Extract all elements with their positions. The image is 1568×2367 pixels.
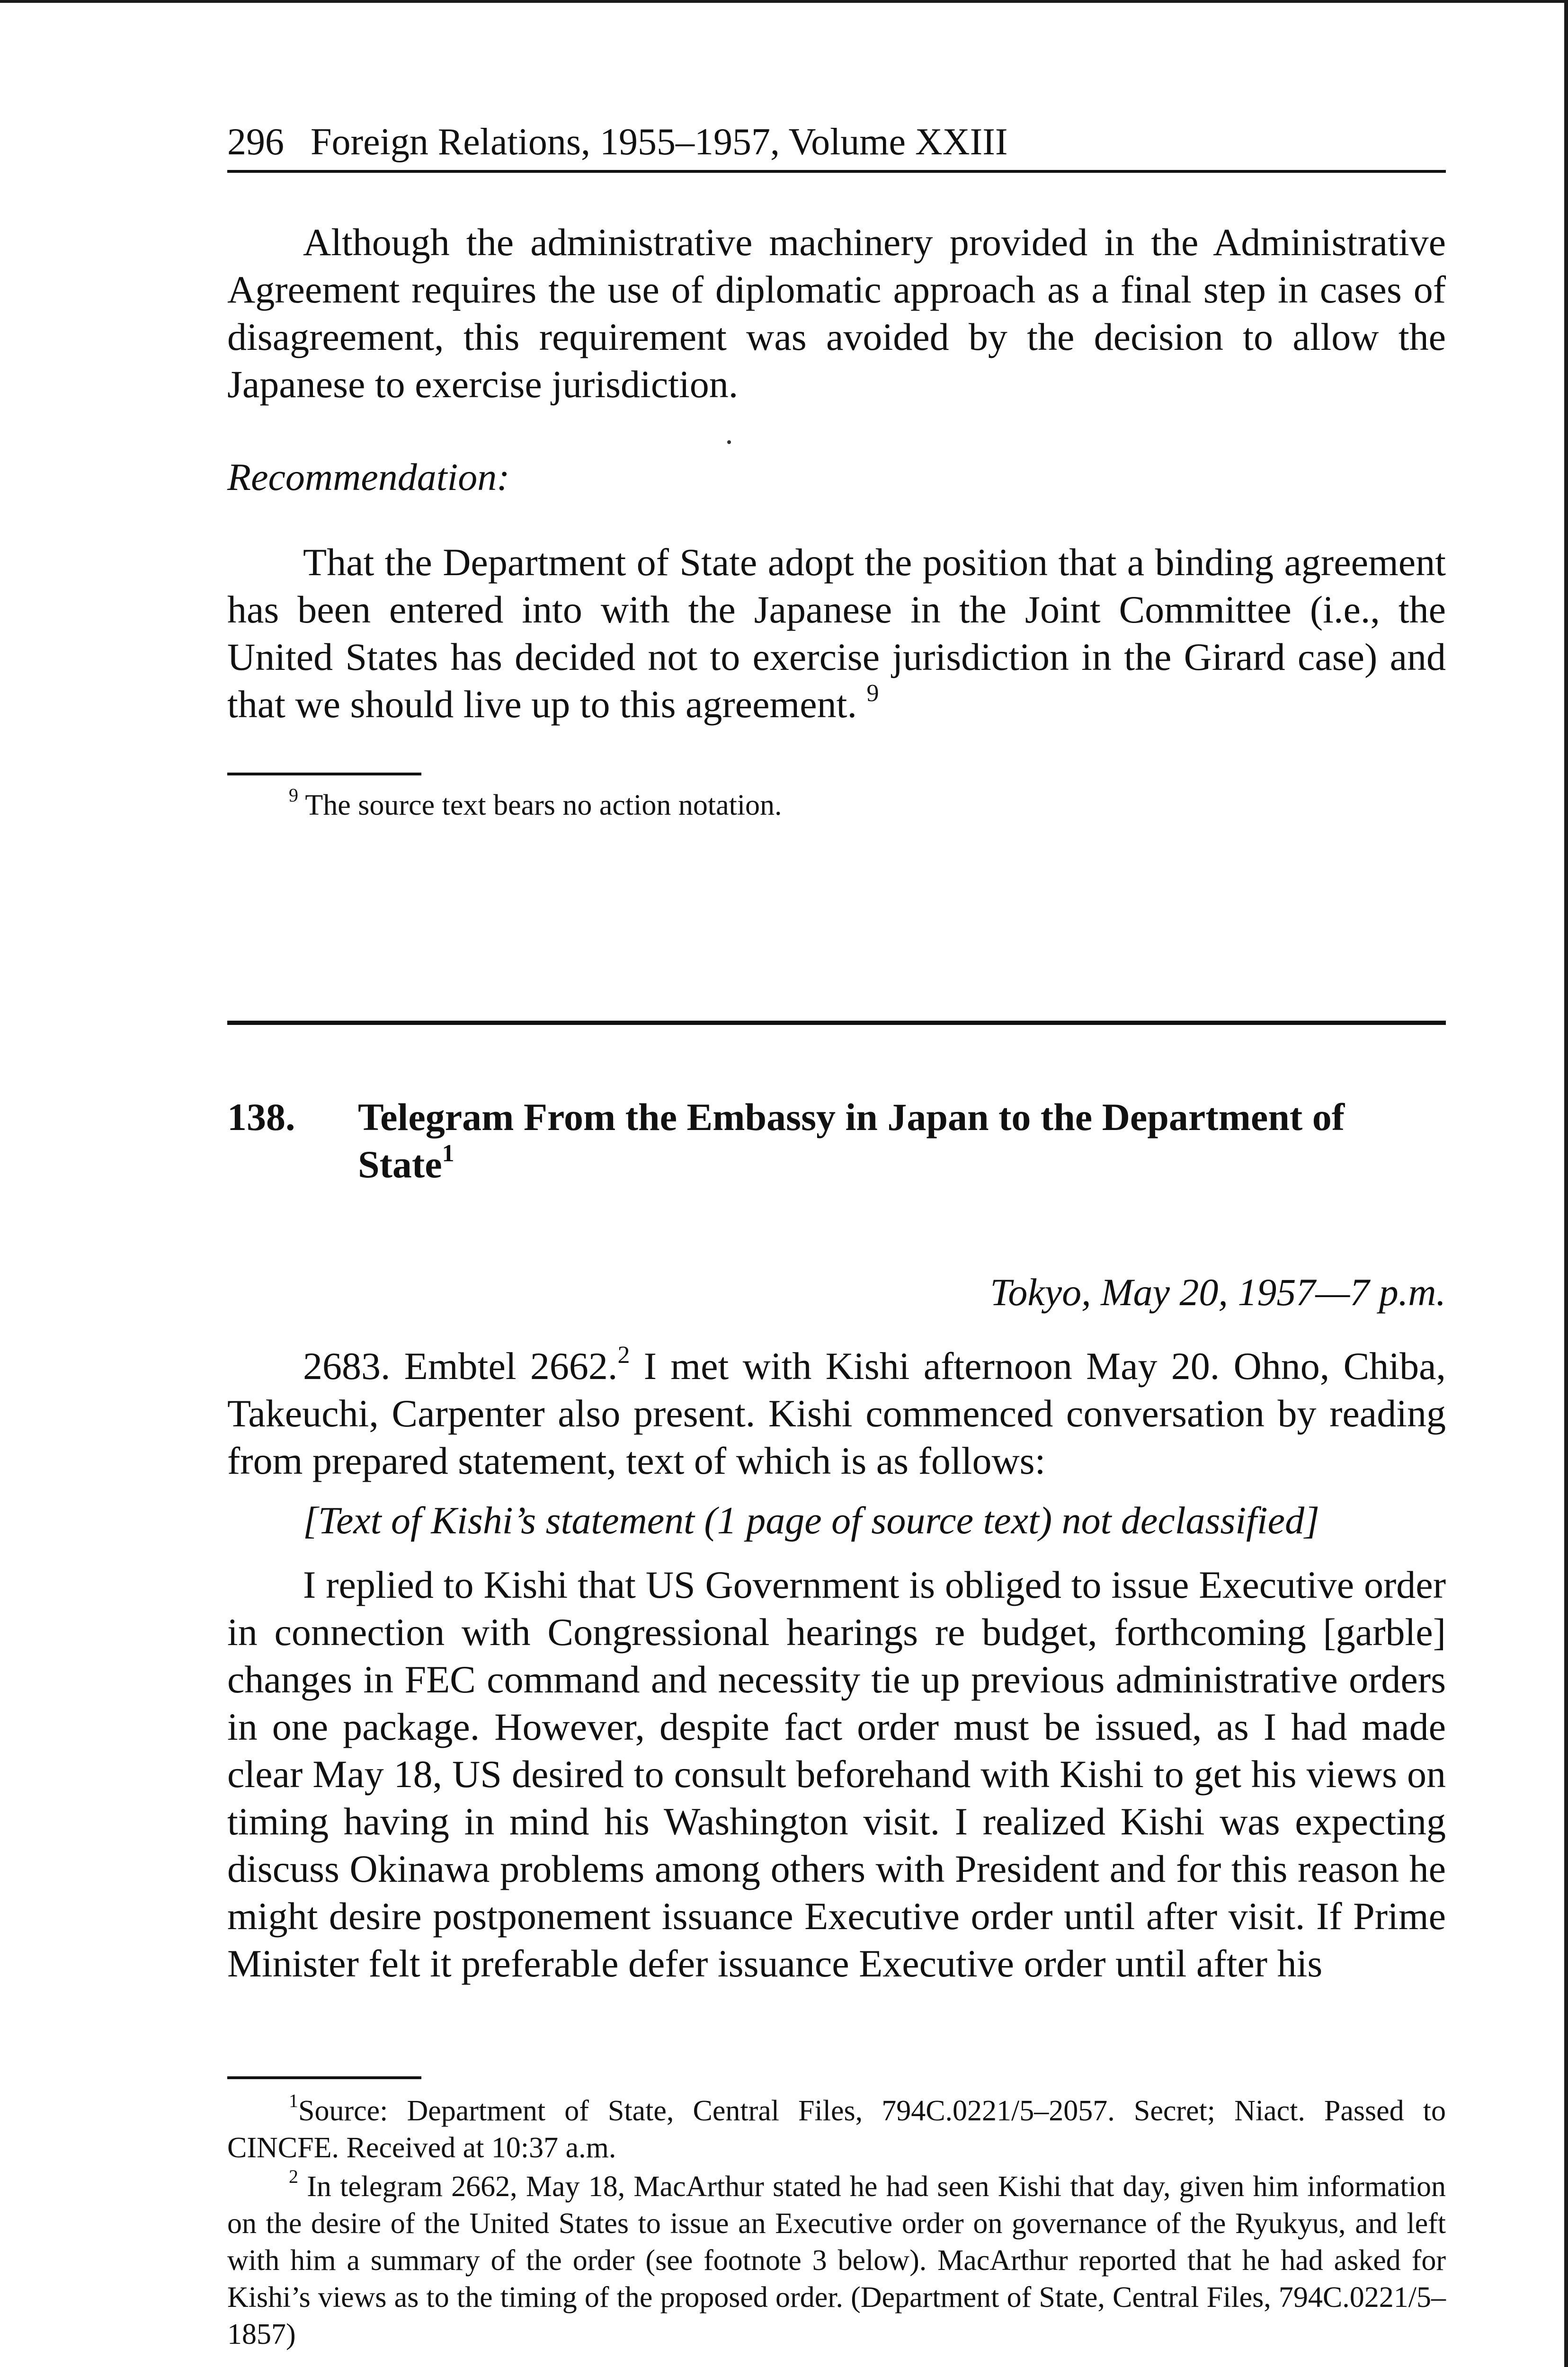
running-header bbox=[227, 118, 1446, 166]
footnote-ref-1: 1 bbox=[442, 1139, 454, 1167]
footnote-9-mark: 9 bbox=[289, 784, 298, 806]
scan-edge-right bbox=[1564, 0, 1568, 2367]
footnote-ref-9: 9 bbox=[866, 679, 879, 707]
page-number: 296 bbox=[227, 121, 284, 163]
header-rule bbox=[227, 170, 1446, 173]
telegram-ref: 2683. Embtel 2662. bbox=[303, 1344, 618, 1388]
footnote-9-text: The source text bears no action notation. bbox=[305, 789, 782, 821]
telegram-paragraph-1 bbox=[227, 1343, 1446, 1485]
document-separator bbox=[227, 1021, 1446, 1025]
scan-edge-top bbox=[0, 0, 1568, 3]
document-number: 138. bbox=[227, 1095, 295, 1139]
scan-speck bbox=[727, 440, 731, 444]
footnote-2-text: In telegram 2662, May 18, MacArthur stated he had seen Kishi that day, given him information on the desire of the United States to issue an Executive order on governance of the Ryukyus, and left with him a summary of the order (see footnote 3 below). MacArthur reported that he had asked for Kishi’s views as to the timing of the proposed order. (Department of State, Central Files, 794C.0221/5–1857) bbox=[227, 2171, 1446, 2350]
telegram-text-1: I met with Kishi afternoon May 20. Ohno, Chiba, Takeuchi, Carpenter also present. Kishi commenced conversation by reading from prepared statement, text of which is as follows: bbox=[227, 1344, 1446, 1482]
telegram-paragraph-3: I replied to Kishi that US Government is obliged to issue Executive order in connection with Congressional hearings re budget, forthcoming [garble] changes in FEC command and necessity tie up previous administrative orders in one package. However, despite fact order must be issued, as I had made clear May 18, US desired to consult beforehand with Kishi to get his views on timing having in mind his Washington visit. I realized Kishi was expecting discuss Okinawa problems among others with President and for this reason he might desire postponement issuance Executive order until after visit. If Prime Minister felt it preferable defer issuance Executive order until after his bbox=[227, 1563, 1446, 1985]
dateline: Tokyo, May 20, 1957—7 p.m. bbox=[990, 1271, 1446, 1314]
document-title bbox=[358, 1094, 1446, 1188]
document-title-text: Telegram From the Embassy in Japan to the Department of State bbox=[358, 1095, 1345, 1186]
footnote-rule-1 bbox=[227, 773, 421, 775]
footnote-1-text: Source: Department of State, Central Files, 794C.0221/5–2057. Secret; Niact. Passed to CINCFE. Received at 10:37 a.m. bbox=[227, 2095, 1446, 2164]
footnote-2-mark: 2 bbox=[289, 2166, 298, 2188]
footnote-rule-2 bbox=[227, 2076, 421, 2079]
volume-title: Foreign Relations, 1955–1957, Volume XXIII bbox=[311, 121, 1008, 163]
telegram-paragraph-2: [Text of Kishi’s statement (1 page of source text) not declassified] bbox=[303, 1499, 1319, 1542]
footnote-1-mark: 1 bbox=[289, 2090, 298, 2112]
prior-paragraph-1: Although the administrative machinery provided in the Administrative Agreement requires the use of diplomatic approach as a final step in cases of disagreement, this requirement was avoided by the decision to allow the Japanese to exercise jurisdiction. bbox=[227, 221, 1446, 406]
footnote-9 bbox=[227, 784, 1446, 824]
recommendation-text: That the Department of State adopt the position that a binding agreement has been entered into with the Japanese in the Joint Committee (i.e., the United States has decided not to exercise jurisdiction in the Girard case) and that we should live up to this agreement. bbox=[227, 541, 1446, 726]
footnote-2 bbox=[227, 2168, 1446, 2353]
recommendation-label: Recommendation: bbox=[227, 455, 510, 498]
recommendation-paragraph bbox=[227, 539, 1446, 728]
footnote-ref-2: 2 bbox=[617, 1341, 630, 1369]
footnote-1 bbox=[227, 2092, 1446, 2166]
